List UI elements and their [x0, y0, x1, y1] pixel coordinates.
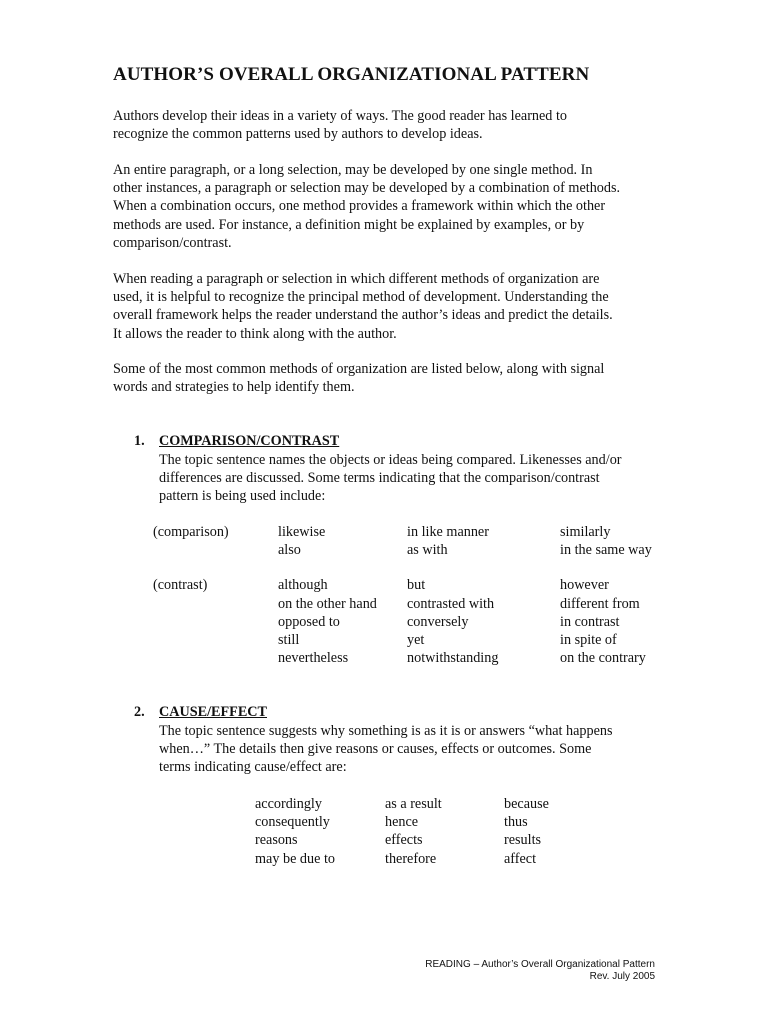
signal-word: thus — [504, 814, 528, 831]
signal-word: yet — [407, 632, 425, 648]
paragraph-line: other instances, a paragraph or selection may be developed by a combination of methods. — [113, 180, 621, 197]
signal-word: different from — [560, 595, 640, 612]
section-number: 1. — [134, 433, 145, 449]
signal-word: on the contrary — [560, 650, 646, 667]
signal-word: also — [278, 542, 301, 559]
section-heading-cause-effect — [134, 704, 267, 721]
signal-word: as with — [407, 542, 448, 559]
signal-word: but — [407, 577, 426, 594]
signal-word: may be due to — [255, 850, 335, 867]
intro-paragraph-2 — [113, 161, 658, 252]
paragraph-line: When reading a paragraph or selection in which different methods of organization are — [113, 271, 600, 287]
term-group-label: (contrast) — [153, 577, 208, 594]
paragraph-line: It allows the reader to think along with the author. — [113, 325, 397, 342]
signal-word: however — [560, 577, 609, 594]
signal-word: in contrast — [560, 613, 620, 630]
paragraph-line: used, it is helpful to recognize the principal method of development. Understanding the — [113, 289, 609, 306]
description-line: pattern is being used include: — [159, 488, 326, 505]
description-line: The topic sentence suggests why something is as it is or answers “what happens — [159, 723, 613, 739]
footer-title: READING – Author’s Overall Organizational Pattern — [425, 959, 655, 970]
signal-word: as a result — [385, 796, 442, 812]
signal-word: in spite of — [560, 632, 617, 648]
paragraph-line: methods are used. For instance, a definition might be explained by examples, or by — [113, 216, 585, 233]
signal-word: nevertheless — [278, 650, 349, 667]
section-description-comparison-contrast — [159, 451, 622, 506]
paragraph-line: comparison/contrast. — [113, 234, 232, 251]
signal-word: affect — [504, 850, 537, 867]
page-footer — [425, 959, 655, 983]
signal-word: because — [504, 796, 549, 812]
footer-revision: Rev. July 2005 — [589, 971, 655, 982]
signal-word: still — [278, 632, 300, 648]
signal-word: opposed to — [278, 613, 340, 630]
description-line: when…” The details then give reasons or causes, effects or outcomes. Some — [159, 741, 592, 758]
signal-word: effects — [385, 832, 423, 849]
section-description-cause-effect — [159, 722, 613, 777]
intro-paragraph-1 — [113, 107, 658, 143]
paragraph-line: words and strategies to help identify them. — [113, 379, 355, 396]
paragraph-line: An entire paragraph, or a long selection, may be developed by one single method. In — [113, 162, 593, 178]
intro-paragraph-4 — [113, 360, 658, 396]
paragraph-line: When a combination occurs, one method provides a framework within which the other — [113, 198, 606, 215]
signal-word: accordingly — [255, 796, 322, 812]
description-line: differences are discussed. Some terms indicating that the comparison/contrast — [159, 470, 600, 487]
description-line: terms indicating cause/effect are: — [159, 759, 347, 776]
signal-word: results — [504, 832, 542, 849]
paragraph-line: Authors develop their ideas in a variety of ways. The good reader has learned to — [113, 108, 567, 124]
paragraph-line: Some of the most common methods of organization are listed below, along with signal — [113, 361, 605, 377]
page-title: AUTHOR’S OVERALL ORGANIZATIONAL PATTERN — [113, 64, 590, 85]
section-number: 2. — [134, 704, 145, 720]
signal-word: contrasted with — [407, 595, 495, 612]
signal-word: therefore — [385, 850, 437, 867]
signal-word: in the same way — [560, 542, 652, 559]
section-title: COMPARISON/CONTRAST — [159, 433, 340, 449]
signal-word: in like manner — [407, 524, 489, 540]
signal-word: reasons — [255, 832, 298, 849]
signal-word: hence — [385, 814, 419, 831]
paragraph-line: recognize the common patterns used by authors to develop ideas. — [113, 126, 483, 143]
signal-word: notwithstanding — [407, 650, 499, 667]
description-line: The topic sentence names the objects or ideas being compared. Likenesses and/or — [159, 452, 622, 468]
term-group-label: (comparison) — [153, 524, 229, 540]
signal-word: although — [278, 577, 328, 594]
section-heading-comparison-contrast — [134, 433, 339, 450]
signal-word: conversely — [407, 613, 469, 630]
signal-word: on the other hand — [278, 595, 377, 612]
intro-paragraph-3 — [113, 270, 658, 343]
section-title: CAUSE/EFFECT — [159, 704, 267, 720]
signal-word: similarly — [560, 524, 611, 540]
signal-word: consequently — [255, 814, 330, 831]
signal-word: likewise — [278, 524, 326, 540]
paragraph-line: overall framework helps the reader understand the author’s ideas and predict the details. — [113, 307, 613, 324]
